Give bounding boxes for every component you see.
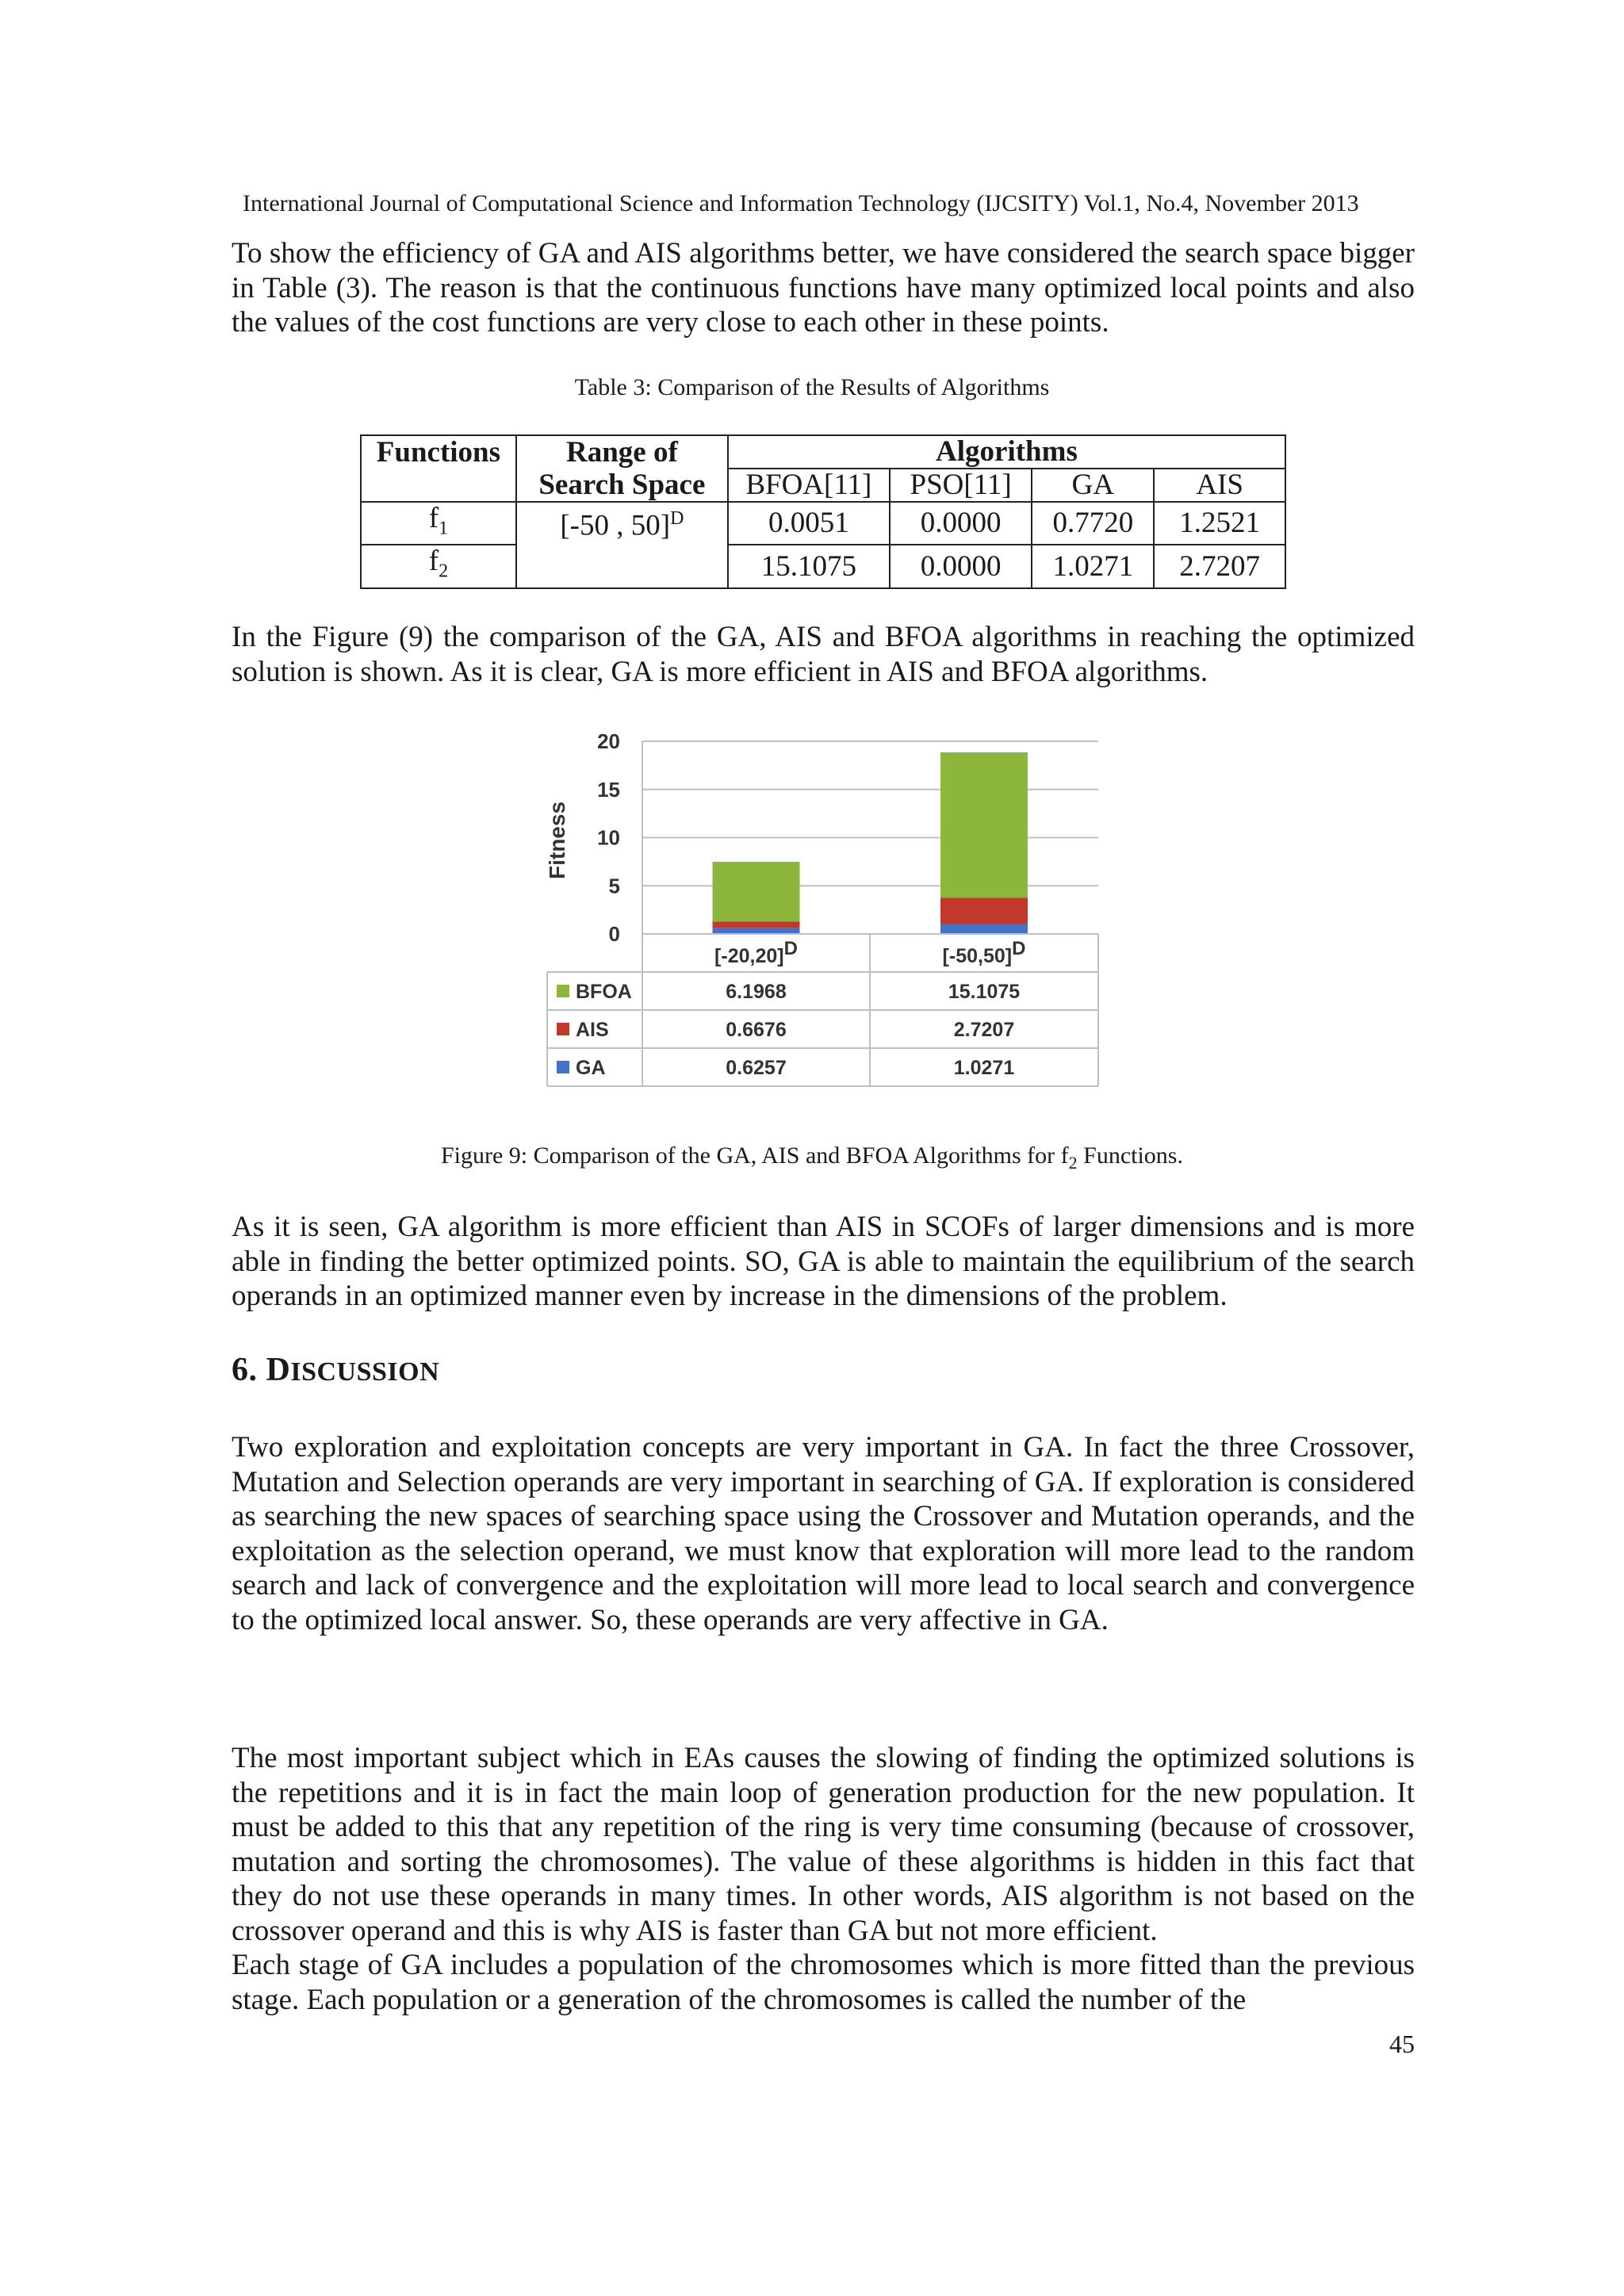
x-tick-label: [-50,50]D [942,938,1026,967]
chart-y-axis-label: Fitness [545,801,569,880]
discussion-text: The most important subject which in EAs causes the slowing of finding the optimized solutions is the repetitions and it is in fact the main loop of generation production for the new population. It must be added to this that any repetition of the ring is very time consuming (because of crossover, mutation and sorting the chromosomes). The value of these algorithms is hidden in this fact that they do not use these operands in many times. In other words, AIS algorithm is not based on the crossover operand and this is why AIS is faster than GA but not more efficient. [232,1742,1415,1947]
legend-swatch-ais [557,1023,569,1035]
discussion-text: Each stage of GA includes a population of the chromosomes which is more fitted than the previous stage. Each population or a generation of the chromosomes is called the number of the [232,1949,1415,2016]
y-tick-label: 5 [608,874,620,898]
y-tick-label: 15 [597,777,620,802]
y-tick-label: 20 [597,729,620,753]
results-table [360,434,1286,589]
intro-paragraph [232,236,1415,340]
bar-ais [940,897,1028,924]
cell-value: 0.0000 [890,545,1032,587]
table-row [361,502,1285,545]
header-algo-2: GA [1032,469,1154,502]
chart-gridlines [642,741,1098,934]
journal-header: International Journal of Computational Science and Information Technology (IJCSITY) Vol.1, No.4, November 2013 [243,190,1359,216]
discussion-paragraph-2 [232,1741,1415,1948]
header-functions: Functions [361,435,516,469]
discussion-paragraph-1 [232,1430,1415,1637]
after-figure-paragraph [232,1210,1415,1314]
bar-ais [713,921,800,928]
cell-value: 1.0271 [1032,545,1154,587]
data-label: 0.6676 [726,1019,787,1041]
cell-value: 0.0000 [890,502,1032,545]
legend-swatch-ga [557,1061,569,1073]
header-algo-0: BFOA[11] [728,469,890,502]
bar-ga [713,928,800,934]
data-label: 1.0271 [953,1057,1015,1079]
row-function-f1: $f_1$ [361,502,516,545]
header-algorithms: Algorithms [728,435,1285,469]
row-function-f2: $f_2$ [361,545,516,587]
after-figure-text: As it is seen, GA algorithm is more efficient than AIS in SCOFs of larger dimensions and is more able in finding the better optimized points. SO, GA is able to maintain the equilibrium of the search operands in an optimized manner even by increase in the dimensions of the problem. [232,1211,1415,1312]
legend-swatch-bfoa [557,985,569,997]
discussion-text: Two exploration and exploitation concepts are very important in GA. In fact the three Crossover, Mutation and Selection operands are very important in searching of GA. If exploration is considered as searching the new spaces of searching space using the Crossover and Mutation operands, and the exploitation as the selection operand, we must know that exploration will more lead to the random search and lack of convergence and the exploitation will more lead to local search and convergence to the optimized local answer. So, these operands are very affective in GA. [232,1431,1415,1636]
chart-data-table [547,934,1098,1086]
header-functions-cont [361,469,516,502]
legend-label: AIS [576,1019,609,1041]
data-label: 15.1075 [948,981,1021,1003]
header-algo-3: AIS [1154,469,1285,502]
header-range-line1: Range of [516,435,728,469]
bar-ga [940,924,1028,934]
fitness-chart [523,714,1110,1094]
intro-text: To show the efficiency of GA and AIS algorithms better, we have considered the search space bigger in Table (3). The reason is that the continuous functions have many optimized local points and also the values of the cost functions are very close to each other in these points. [232,237,1415,339]
figure-intro-paragraph [232,620,1415,689]
table-caption: Table 3: Comparison of the Results of Algorithms [574,374,1050,400]
legend-label: BFOA [576,981,632,1003]
chart-y-ticks [597,729,620,946]
header-algo-1: PSO[11] [890,469,1032,502]
cell-value: 0.7720 [1032,502,1154,545]
cell-value: 15.1075 [728,545,890,587]
range-cell: [-50 , 50]$^D$ [516,502,728,588]
x-tick-label: [-20,20]D [714,938,798,967]
discussion-paragraph-3 [232,1948,1415,2017]
y-tick-label: 0 [608,922,620,946]
header-range-line2: Search Space [516,469,728,502]
data-label: 2.7207 [953,1019,1015,1041]
table-subheader-row [361,469,1285,502]
chart-bars [713,752,1028,934]
data-label: 0.6257 [726,1057,787,1079]
bar-bfoa [940,752,1028,898]
table-row [361,545,1285,587]
figure-caption: Figure 9: Comparison of the GA, AIS and BFOA Algorithms for $f_2$ Functions. [440,1142,1183,1173]
cell-value: 0.0051 [728,502,890,545]
data-label: 6.1968 [726,981,787,1003]
table-header-row [361,435,1285,469]
bar-bfoa [713,862,800,921]
y-tick-label: 10 [597,825,620,850]
page-number: 45 [1389,2030,1415,2058]
legend-label: GA [576,1057,606,1079]
section-heading [232,1351,439,1389]
section-title: 6. DISCUSSION [232,1352,440,1388]
cell-value: 2.7207 [1154,545,1285,587]
cell-value: 1.2521 [1154,502,1285,545]
figure-intro-text: In the Figure (9) the comparison of the GA, AIS and BFOA algorithms in reaching the optimized solution is shown. As it is clear, GA is more efficient in AIS and BFOA algorithms. [232,621,1415,688]
